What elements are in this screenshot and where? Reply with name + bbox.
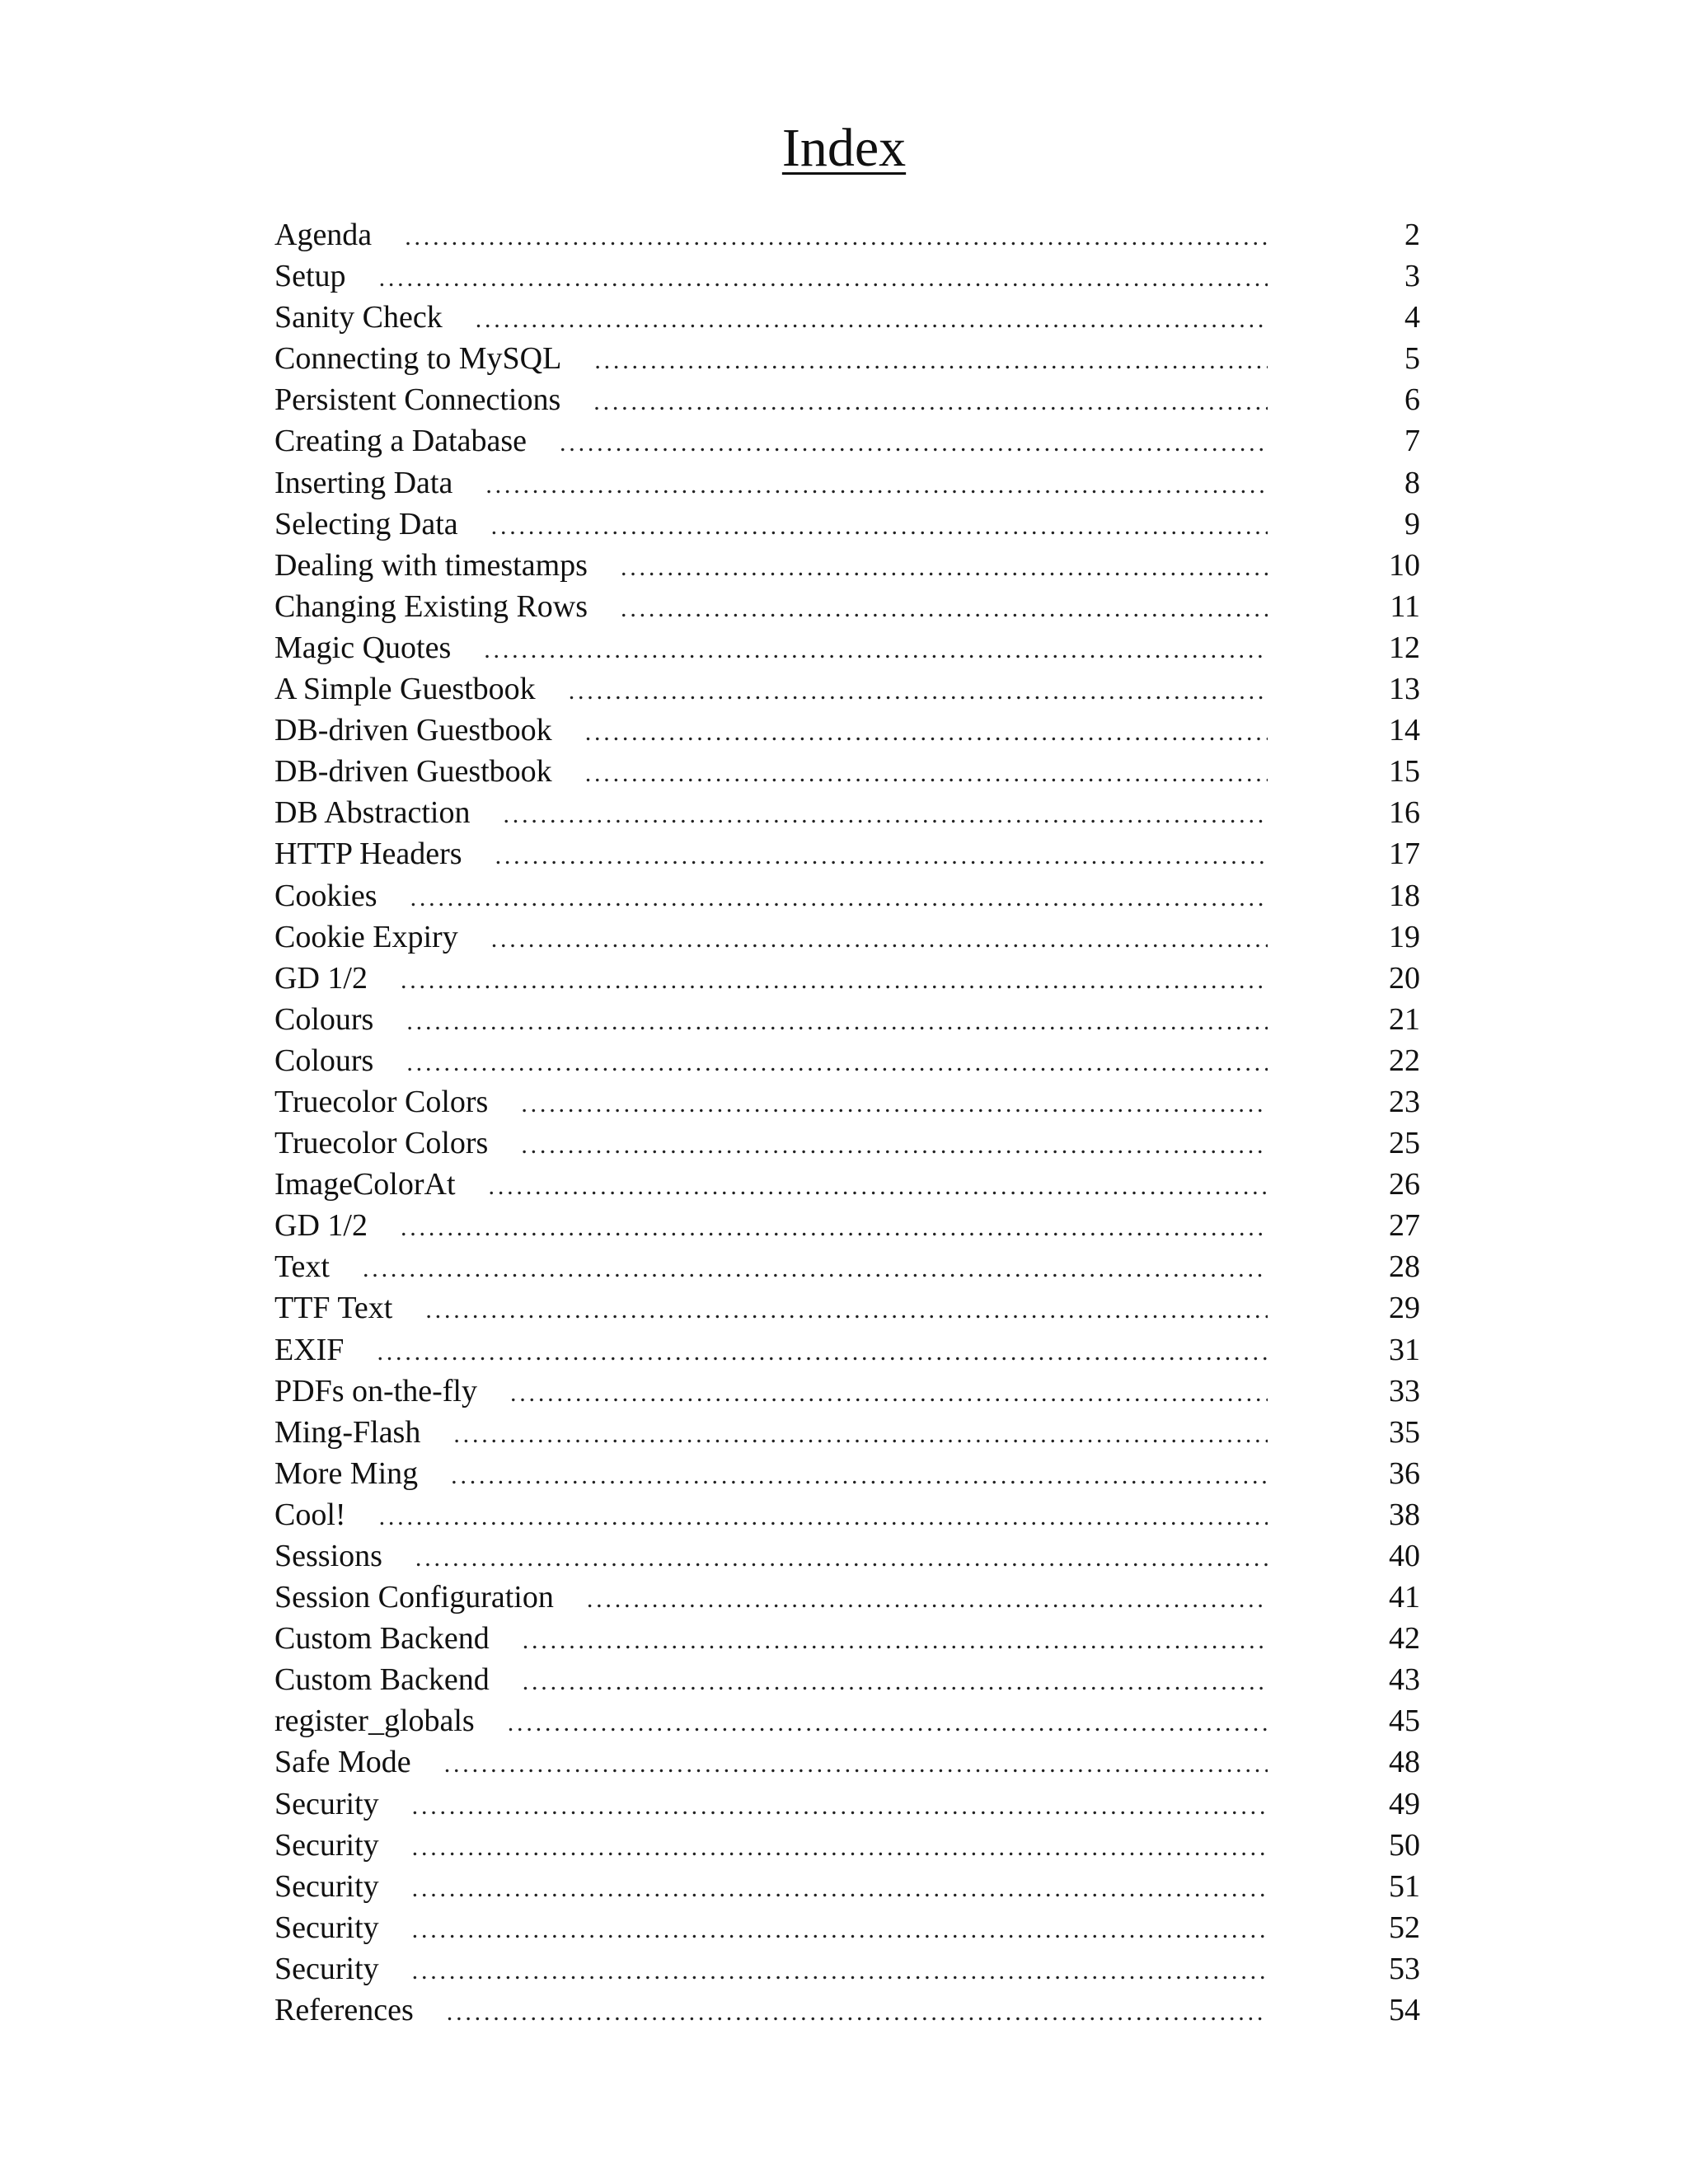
index-entry-page-number: 4 (1404, 300, 1420, 335)
index-entry-label: Colours (274, 1001, 374, 1037)
dot-leader (523, 1620, 1268, 1661)
dot-leader (594, 340, 1268, 382)
dot-leader-container (420, 1414, 1346, 1455)
dot-leader (405, 217, 1268, 258)
dot-leader (560, 423, 1268, 464)
index-entry (274, 1990, 1420, 2031)
index-entry-label: Sessions (274, 1539, 382, 1573)
index-entry (274, 1122, 1420, 1164)
dot-leader (484, 630, 1268, 671)
index-entry (274, 710, 1420, 751)
index-entry-label: GD 1/2 (274, 1208, 368, 1244)
index-entry-label: DB-driven Guestbook (274, 713, 552, 748)
dot-leader (444, 1744, 1268, 1785)
dot-leader-container (418, 1455, 1346, 1497)
dot-leader (569, 671, 1268, 712)
dot-leader (379, 258, 1268, 299)
dot-leader (621, 547, 1268, 588)
dot-leader-container (368, 1207, 1346, 1249)
dot-leader (410, 878, 1268, 919)
index-entry-label: Agenda (274, 218, 373, 252)
index-entry-page-number: 52 (1389, 1910, 1420, 1945)
dot-leader (491, 506, 1268, 547)
index-entry (274, 1741, 1420, 1783)
index-entry-page-number: 26 (1389, 1167, 1420, 1202)
dot-leader (379, 1497, 1268, 1538)
index-entry-label: GD 1/2 (274, 960, 368, 996)
index-entry (274, 1081, 1420, 1122)
dot-leader (401, 1207, 1268, 1249)
index-entry (274, 1825, 1420, 1866)
index-entry (274, 668, 1420, 710)
index-entry (274, 999, 1420, 1040)
index-entry-page-number: 27 (1389, 1208, 1420, 1244)
dot-leader-container (373, 1043, 1346, 1084)
dot-leader-container (458, 506, 1346, 547)
index-entry-label: References (274, 1993, 414, 2028)
dot-leader-container (379, 1868, 1346, 1910)
index-entry-page-number: 35 (1389, 1414, 1420, 1450)
dot-leader-container (344, 1332, 1346, 1373)
index-entry (274, 1246, 1420, 1287)
dot-leader-container (456, 1166, 1346, 1207)
dot-leader (523, 1661, 1268, 1703)
index-entry (274, 586, 1420, 627)
index-entry-label: More Ming (274, 1455, 419, 1491)
index-entry-label: Inserting Data (274, 465, 453, 500)
index-entry-label: A Simple Guestbook (274, 672, 536, 707)
index-entry-page-number: 29 (1389, 1291, 1420, 1326)
index-entry-page-number: 25 (1389, 1126, 1420, 1161)
index-entry-page-number: 6 (1404, 382, 1420, 418)
index-entry-label: Custom Backend (274, 1621, 490, 1657)
index-entry-page-number: 51 (1389, 1868, 1420, 1904)
index-entry (274, 1535, 1420, 1577)
index-entry-page-number: 5 (1404, 341, 1420, 377)
dot-leader (412, 1910, 1268, 1951)
dot-leader-container (377, 878, 1346, 919)
index-entry (274, 545, 1420, 586)
dot-leader-container (392, 1290, 1346, 1331)
dot-leader (508, 1703, 1268, 1744)
index-entry-label: Ming-Flash (274, 1414, 421, 1450)
dot-leader-container (561, 340, 1346, 382)
index-entry-page-number: 10 (1389, 547, 1420, 583)
index-entry-label: Cookies (274, 878, 377, 913)
index-entry-page-number: 23 (1389, 1084, 1420, 1119)
index-entry (274, 504, 1420, 545)
index-entry-label: Security (274, 1910, 379, 1945)
index-entry-label: register_globals (274, 1704, 475, 1739)
dot-leader (593, 382, 1268, 423)
dot-leader (476, 299, 1268, 340)
index-entry-page-number: 11 (1390, 588, 1420, 624)
index-entry (274, 1412, 1420, 1453)
dot-leader (412, 1827, 1268, 1868)
index-entry-label: Persistent Connections (274, 382, 561, 418)
index-entry-label: PDFs on-the-fly (274, 1373, 477, 1408)
index-entry (274, 1040, 1420, 1081)
dot-leader-container (490, 1620, 1346, 1661)
index-entry (274, 462, 1420, 504)
index-entry (274, 1948, 1420, 1990)
index-entry-page-number: 42 (1389, 1621, 1420, 1657)
index-entry (274, 792, 1420, 833)
index-entry-page-number: 8 (1404, 465, 1420, 500)
index-entry (274, 1577, 1420, 1618)
dot-leader (491, 919, 1268, 960)
index-entry-label: Sanity Check (274, 300, 443, 335)
dot-leader (377, 1332, 1268, 1373)
index-entry (274, 1164, 1420, 1205)
index-entry (274, 379, 1420, 420)
index-entry-page-number: 31 (1389, 1332, 1420, 1367)
dot-leader-container (379, 1951, 1346, 1992)
dot-leader (521, 1084, 1268, 1125)
dot-leader (447, 1992, 1268, 2033)
dot-leader-container (379, 1827, 1346, 1868)
dot-leader (585, 712, 1268, 753)
dot-leader (503, 794, 1268, 836)
dot-leader-container (382, 1538, 1346, 1579)
index-entry-page-number: 48 (1389, 1745, 1420, 1780)
index-entry (274, 958, 1420, 999)
dot-leader-container (373, 1001, 1346, 1043)
index-entry-label: Cookie Expiry (274, 919, 458, 954)
dot-leader (412, 1951, 1268, 1992)
index-entry-page-number: 53 (1389, 1951, 1420, 1986)
index-entry (274, 1907, 1420, 1948)
dot-leader-container (443, 299, 1346, 340)
index-entry-label: Magic Quotes (274, 630, 452, 665)
index-entry-page-number: 20 (1389, 960, 1420, 996)
index-entry-label: Connecting to MySQL (274, 341, 562, 377)
index-entry-page-number: 45 (1389, 1704, 1420, 1739)
dot-leader-container (414, 1992, 1346, 2033)
dot-leader-container (379, 1786, 1346, 1827)
dot-leader-container (560, 382, 1346, 423)
dot-leader (587, 1579, 1268, 1620)
index-entry (274, 1783, 1420, 1825)
index-entry (274, 1618, 1420, 1659)
index-entry-label: ImageColorAt (274, 1167, 456, 1202)
index-entry-page-number: 17 (1389, 837, 1420, 872)
dot-leader-container (462, 836, 1346, 877)
index-entry (274, 751, 1420, 792)
index-list (274, 214, 1420, 2031)
index-entry-page-number: 2 (1404, 218, 1420, 252)
dot-leader-container (552, 712, 1346, 753)
dot-leader (485, 465, 1268, 506)
index-entry-page-number: 28 (1389, 1249, 1420, 1285)
index-entry (274, 255, 1420, 297)
index-entry-page-number: 19 (1389, 919, 1420, 954)
dot-leader-container (330, 1249, 1346, 1290)
dot-leader-container (470, 794, 1346, 836)
index-entry-page-number: 41 (1389, 1580, 1420, 1615)
index-entry-page-number: 40 (1389, 1539, 1420, 1573)
dot-leader (425, 1290, 1268, 1331)
index-entry-label: TTF Text (274, 1291, 393, 1326)
index-entry-page-number: 21 (1389, 1001, 1420, 1037)
dot-leader-container (458, 919, 1346, 960)
index-entry-label: Security (274, 1786, 379, 1821)
dot-leader-container (452, 465, 1346, 506)
dot-leader (412, 1868, 1268, 1910)
index-entry-page-number: 36 (1389, 1455, 1420, 1491)
dot-leader (510, 1373, 1268, 1414)
index-entry-label: Truecolor Colors (274, 1126, 489, 1161)
index-entry-label: Safe Mode (274, 1745, 411, 1780)
index-entry-page-number: 22 (1389, 1043, 1420, 1078)
index-entry-label: Security (274, 1868, 379, 1904)
index-entry (274, 214, 1420, 255)
dot-leader-container (588, 588, 1346, 630)
dot-leader (489, 1166, 1268, 1207)
dot-leader-container (552, 753, 1346, 794)
dot-leader-container (536, 671, 1346, 712)
dot-leader-container (588, 547, 1346, 588)
index-entry (274, 1371, 1420, 1412)
page-title: Index (781, 118, 907, 178)
index-entry-label: Truecolor Colors (274, 1084, 489, 1119)
dot-leader (585, 753, 1268, 794)
index-entry (274, 627, 1420, 668)
dot-leader (412, 1786, 1268, 1827)
dot-leader-container (488, 1125, 1346, 1166)
index-entry-page-number: 15 (1389, 754, 1420, 790)
index-entry (274, 297, 1420, 338)
index-entry (274, 1205, 1420, 1246)
dot-leader-container (368, 960, 1346, 1001)
index-entry (274, 420, 1420, 462)
index-entry-label: Selecting Data (274, 506, 458, 541)
index-entry (274, 833, 1420, 874)
index-entry (274, 1866, 1420, 1907)
index-entry-page-number: 50 (1389, 1827, 1420, 1863)
dot-leader (495, 836, 1268, 877)
index-entry-label: DB Abstraction (274, 795, 471, 831)
index-entry-label: DB-driven Guestbook (274, 754, 552, 790)
dot-leader (453, 1414, 1268, 1455)
dot-leader-container (554, 1579, 1346, 1620)
dot-leader-container (346, 1497, 1346, 1538)
dot-leader-container (477, 1373, 1346, 1414)
index-entry-page-number: 14 (1389, 713, 1420, 748)
dot-leader (415, 1538, 1268, 1579)
index-entry-label: EXIF (274, 1332, 345, 1367)
dot-leader-container (488, 1084, 1346, 1125)
index-entry-page-number: 43 (1389, 1662, 1420, 1698)
index-entry-label: Setup (274, 259, 346, 294)
index-entry (274, 1453, 1420, 1494)
dot-leader (406, 1001, 1268, 1043)
index-entry-label: Text (274, 1249, 330, 1285)
index-entry-page-number: 38 (1389, 1497, 1420, 1532)
index-entry-label: Creating a Database (274, 424, 527, 459)
index-entry (274, 1494, 1420, 1535)
index-entry-label: Cool! (274, 1497, 346, 1532)
index-entry (274, 338, 1420, 379)
index-entry-page-number: 33 (1389, 1373, 1420, 1408)
index-entry-label: Security (274, 1827, 379, 1863)
dot-leader-container (490, 1661, 1346, 1703)
index-entry-label: Colours (274, 1043, 374, 1078)
index-entry-page-number: 49 (1389, 1786, 1420, 1821)
dot-leader-container (451, 630, 1346, 671)
dot-leader-container (411, 1744, 1346, 1785)
index-entry-label: Session Configuration (274, 1580, 554, 1615)
index-entry-label: Security (274, 1951, 379, 1986)
index-entry-label: Dealing with timestamps (274, 547, 588, 583)
dot-leader-container (527, 423, 1346, 464)
dot-leader-container (372, 217, 1346, 258)
index-entry-page-number: 12 (1389, 630, 1420, 665)
dot-leader (401, 960, 1268, 1001)
index-entry-page-number: 7 (1404, 424, 1420, 459)
index-entry (274, 1329, 1420, 1371)
dot-leader (451, 1455, 1268, 1497)
index-entry-page-number: 9 (1404, 506, 1420, 541)
index-entry (274, 1659, 1420, 1700)
index-entry (274, 1287, 1420, 1329)
index-entry (274, 916, 1420, 958)
dot-leader (521, 1125, 1268, 1166)
index-entry-page-number: 3 (1404, 259, 1420, 294)
dot-leader-container (379, 1910, 1346, 1951)
dot-leader-container (346, 258, 1346, 299)
index-entry-page-number: 54 (1389, 1993, 1420, 2028)
index-entry-page-number: 16 (1389, 795, 1420, 831)
index-entry (274, 875, 1420, 916)
index-entry-page-number: 18 (1389, 878, 1420, 913)
index-entry-label: HTTP Headers (274, 837, 462, 872)
index-entry-page-number: 13 (1389, 672, 1420, 707)
index-entry-label: Custom Backend (274, 1662, 490, 1698)
dot-leader (363, 1249, 1268, 1290)
dot-leader (406, 1043, 1268, 1084)
dot-leader (621, 588, 1268, 630)
index-entry-label: Changing Existing Rows (274, 588, 588, 624)
index-entry (274, 1700, 1420, 1741)
dot-leader-container (475, 1703, 1346, 1744)
